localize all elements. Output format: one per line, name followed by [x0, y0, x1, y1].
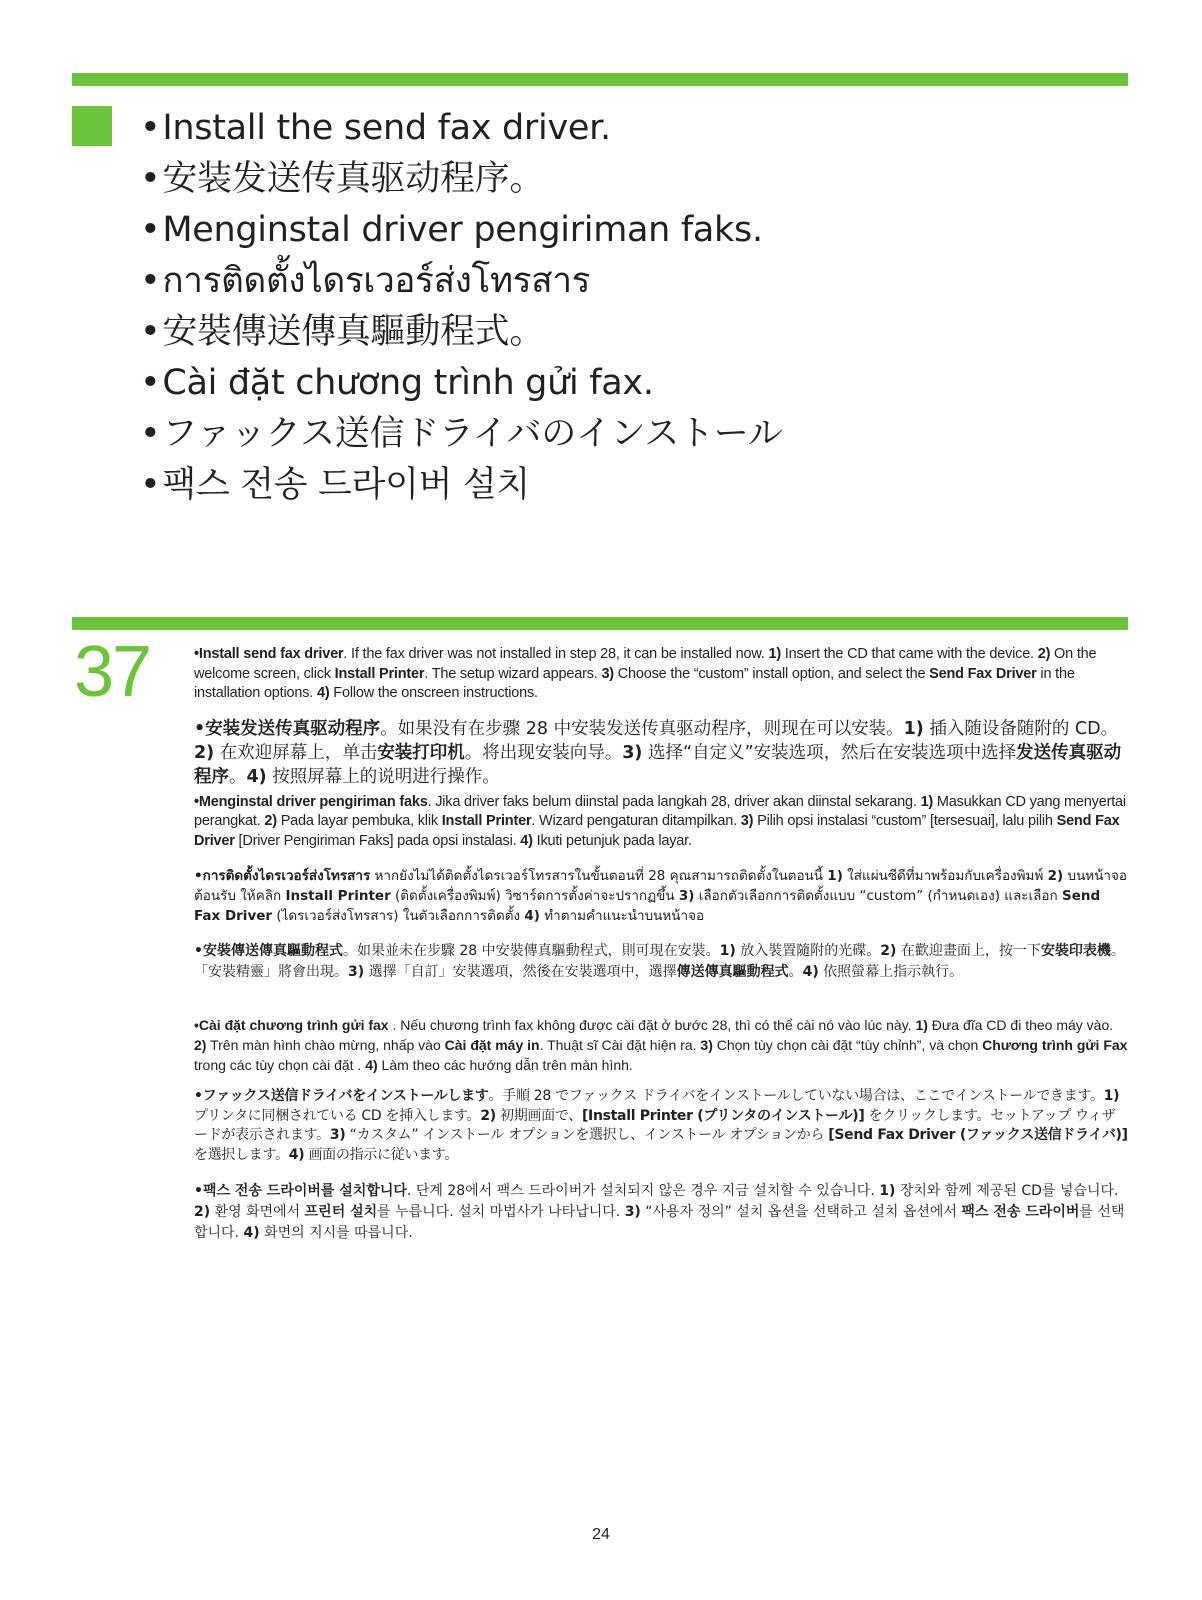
section-divider-bar: [72, 617, 1128, 630]
title-zh-tw: •安裝傳送傳真驅動程式。: [140, 312, 545, 352]
title-ko: •팩스 전송 드라이버 설치: [140, 465, 530, 505]
bullet: •: [140, 261, 161, 301]
title-en: •Install the send fax driver.: [140, 108, 611, 148]
section-marker-square: [72, 106, 112, 146]
step-number: 37: [74, 632, 151, 712]
bullet: •: [140, 159, 161, 199]
bullet: •: [140, 312, 161, 352]
title-id: •Menginstal driver pengiriman faks.: [140, 210, 763, 250]
title-vi: •Cài đặt chương trình gửi fax.: [140, 363, 654, 403]
instruction-paragraph-zh-cn: •安装发送传真驱动程序。如果没有在步骤 28 中安装发送传真驱动程序，则现在可以安装。1) 插入随设备随附的 CD。2) 在欢迎屏幕上，单击安装打印机。将出现安装向导。3) 选择“自定义”安装选项，然后在安装选项中选择发送传真驱动程序。4) 按照屏幕上的说明进行操作。: [194, 718, 1122, 787]
page-number: 24: [592, 1526, 610, 1543]
bullet: •: [140, 465, 161, 505]
title-ja: •ファックス送信ドライバのインストール: [140, 414, 783, 454]
instruction-paragraph-ja: •ファックス送信ドライバをインストールします。手順 28 でファックス ドライバをインストールしていない場合は、ここでインストールできます。1) プリンタに同梱されている CD を挿入します。2) 初期画面で、[Install Printer (プリンタのインストール)] をクリックします。セットアップ ウィザードが表示されます。3) “カスタム” インストール オプションを選択し、インストール オプションから [Send Fax Driver (ファックス送信ドライバ)] を選択します。4) 画面の指示に従います。: [194, 1088, 1128, 1163]
title-th: •การติดตั้งไดรเวอร์ส่งโทรสาร: [140, 261, 591, 301]
bullet: •: [140, 210, 161, 250]
multilingual-title-block: [140, 103, 1100, 511]
instruction-paragraph-ko: •팩스 전송 드라이버를 설치합니다. 단계 28에서 팩스 드라이버가 설치되지 않은 경우 지금 설치할 수 있습니다. 1) 장치와 함께 제공된 CD를 넣습니다. 2) 환영 화면에서 프린터 설치를 누릅니다. 설치 마법사가 나타납니다. 3) “사용자 정의” 설치 옵션을 선택하고 설치 옵션에서 팩스 전송 드라이버를 선택합니다. 4) 화면의 지시를 따릅니다.: [194, 1183, 1125, 1241]
bullet: •: [140, 363, 161, 403]
top-accent-bar: [72, 73, 1128, 86]
instruction-paragraph-vi: •Cài đặt chương trình gửi fax . Nếu chương trình fax không được cài đặt ở bước 28, thì có thể cài nó vào lúc này. 1) Đưa đĩa CD đi theo máy vào. 2) Trên màn hình chào mừng, nhấp vào Cài đặt máy in. Thuật sĩ Cài đặt hiện ra. 3) Chọn tùy chọn cài đặt “tùy chỉnh”, và chọn Chương trình gửi Fax trong các tùy chọn cài đặt . 4) Làm theo các hướng dẫn trên màn hình.: [194, 1017, 1128, 1073]
instruction-paragraph-zh-tw: •安裝傳送傳真驅動程式。如果並未在步驟 28 中安裝傳真驅動程式，則可現在安裝。1) 放入裝置隨附的光碟。2) 在歡迎畫面上，按一下安裝印表機。「安裝精靈」將會出現。3) 選擇「自訂」安裝選項，然後在安裝選項中，選擇傳送傳真驅動程式。4) 依照螢幕上指示執行。: [194, 943, 1125, 980]
title-zh-cn: •安装发送传真驱动程序。: [140, 159, 545, 199]
instruction-paragraph-id: •Menginstal driver pengiriman faks. Jika driver faks belum diinstal pada langkah 28, driver akan diinstal sekarang. 1) Masukkan CD yang menyertai perangkat. 2) Pada layar pembuka, klik Install Printer. Wizard pengaturan ditampilkan. 3) Pilih opsi instalasi “custom” [tersesuai], lalu pilih Send Fax Driver [Driver Pengiriman Faks] pada opsi instalasi. 4) Ikuti petunjuk pada layar.: [194, 793, 1126, 849]
instructions-body: [194, 645, 1128, 1244]
instruction-paragraph-en: •Install send fax driver. If the fax driver was not installed in step 28, it can be installed now. 1) Insert the CD that came with the device. 2) On the welcome screen, click Install Printer. The setup wizard appears. 3) Choose the “custom” install option, and select the Send Fax Driver in the installation options. 4) Follow the onscreen instructions.: [194, 646, 1097, 701]
bullet: •: [140, 108, 161, 148]
bullet: •: [140, 414, 161, 454]
instruction-paragraph-th: •การติดตั้งไดรเวอร์ส่งโทรสาร หากยังไม่ได้ติดตั้งไดรเวอร์โทรสารในขั้นตอนที่ 28 คุณสามารถติดตั้งในตอนนี้ 1) ใส่แผ่นซีดีที่มาพร้อมกับเครื่องพิมพ์ 2) บนหน้าจอต้อนรับ ให้คลิก Install Printer (ติดตั้งเครื่องพิมพ์) วิซาร์ดการตั้งค่าจะปรากฏขึ้น 3) เลือกตัวเลือกการติดตั้งแบบ “custom” (กำหนดเอง) และเลือก Send Fax Driver (ไดรเวอร์ส่งโทรสาร) ในตัวเลือกการติดตั้ง 4) ทำตามคำแนะนำบนหน้าจอ: [194, 868, 1128, 924]
